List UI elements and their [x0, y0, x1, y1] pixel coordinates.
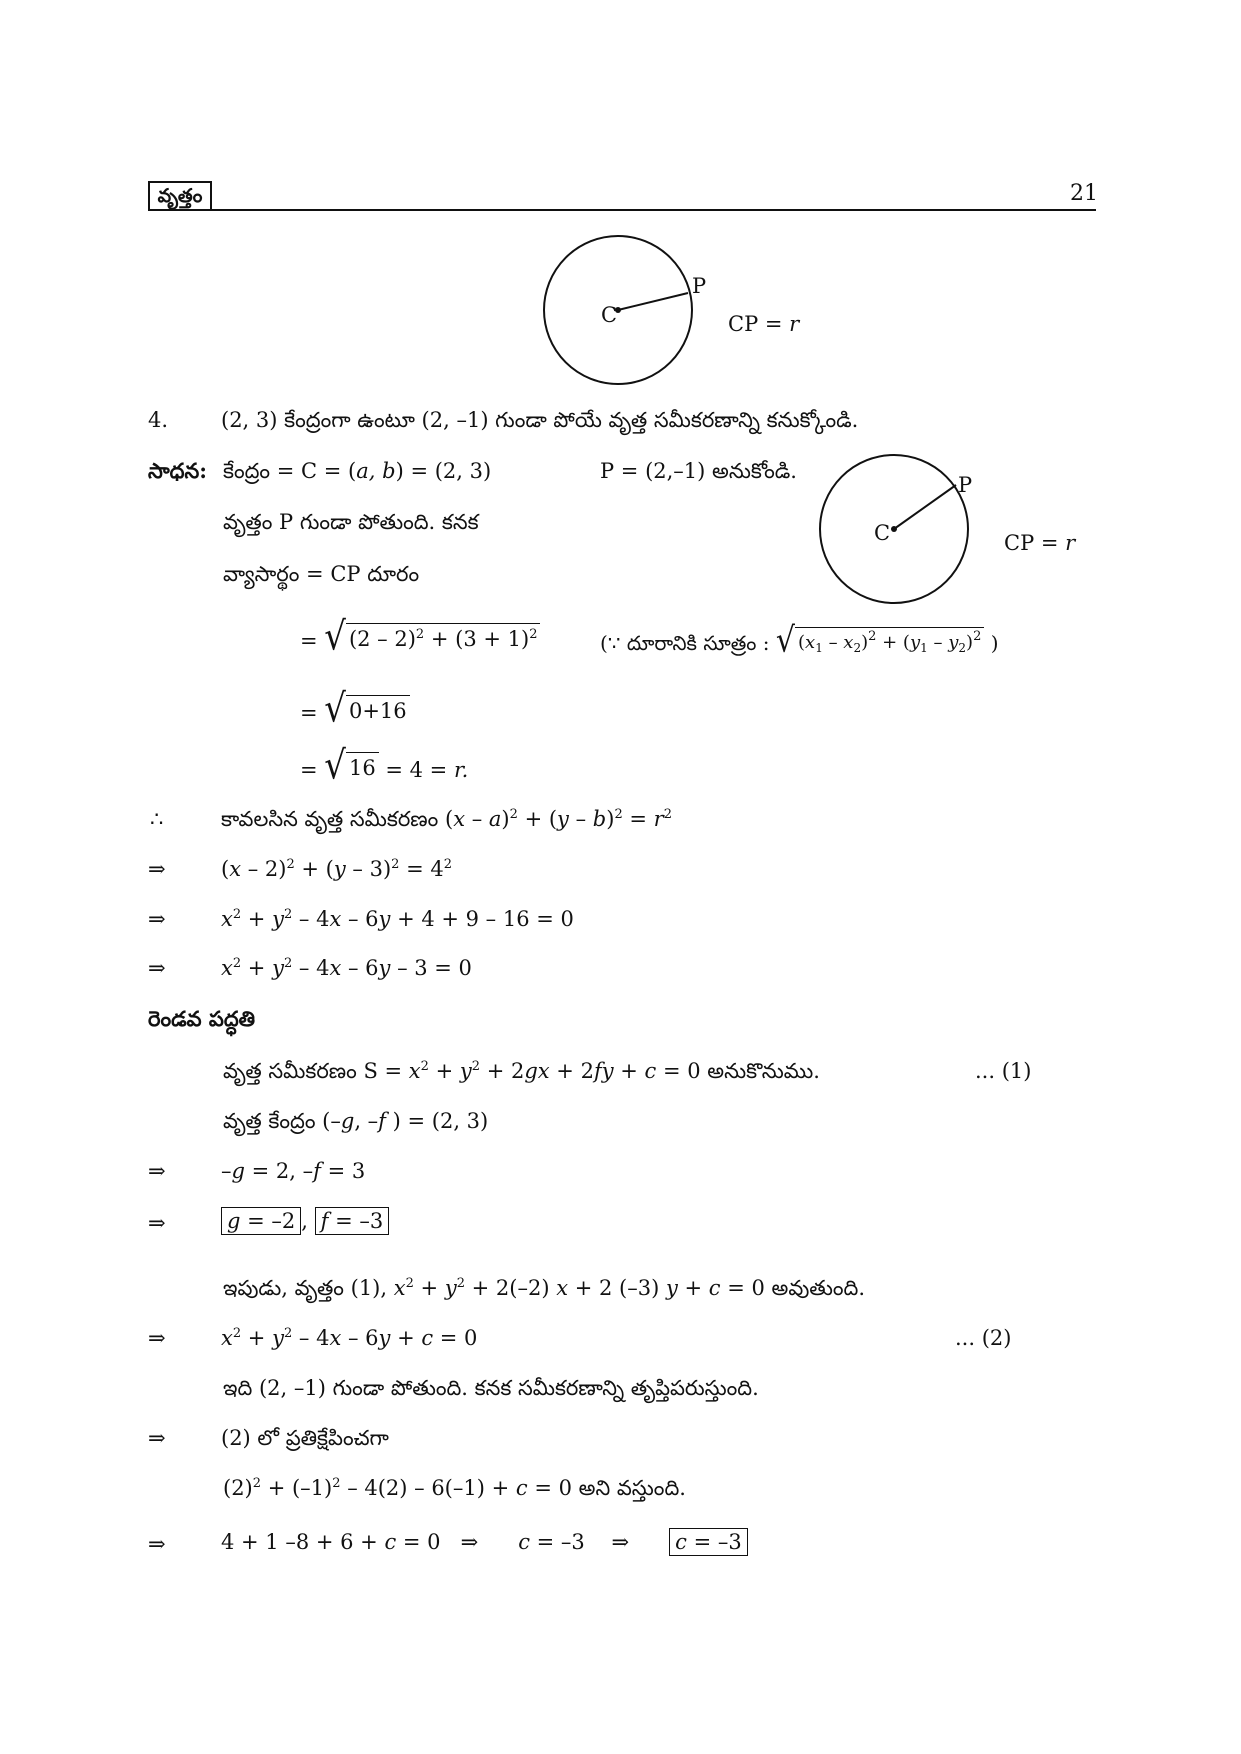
page-number: 21 — [1070, 181, 1098, 206]
header-rule — [148, 209, 1096, 211]
chapter-title-box — [148, 181, 212, 209]
method2-now: ఇపుడు, వృత్తం (1), $x^2 + y^2 + 2(-2) x + 2$ (–3) y + c = 0 అవుతుంది. — [223, 1276, 866, 1300]
chapter-title: వృత్తం — [157, 185, 203, 207]
equation-line-3: $x^2 + y^2 - 4x - 6y - 3 = 0$ — [221, 956, 472, 980]
equation-line-1: $(x - 2)^2 + (y - 3)^2 = 4^2$ — [221, 857, 453, 881]
problem-number: 4. — [148, 408, 169, 432]
g-f-values: –g = 2, –f = 3 — [221, 1159, 366, 1183]
method2-title: రెండవ పద్ధతి — [148, 1006, 256, 1031]
fig1-point-label: P — [692, 274, 707, 298]
p-assume: P = (2,–1) అనుకోండి. — [600, 459, 797, 483]
radius-step-1: = √ $(2 - 2)^2 + (3 + 1)^2$ — [300, 622, 540, 654]
method2-passes: ఇది (2, –1) గుండా పోతుంది. కనక సమీకరణాన్ని తృప్తిపరుస్తుంది. — [223, 1376, 759, 1400]
implies-8: ⇒ — [148, 1532, 166, 1556]
g-f-boxed: g = –2 , f = –3 — [221, 1207, 389, 1235]
radius-line — [618, 293, 688, 310]
radius-step-3: = √ 16 = 4 = r. — [300, 743, 469, 789]
distance-formula: (∵ దూరానికి సూత్రం : √ $(x_1 - x_2)^2 + (y_1 - y_2)^2$ ) — [600, 620, 999, 661]
passes-through-p: వృత్తం P గుండా పోతుంది. కనక — [223, 510, 479, 534]
final-c-value: 4 + 1 –8 + 6 + c = 0 ⇒ c = –3 ⇒ c = –3 — [221, 1528, 748, 1556]
fig1-caption: CP = r — [728, 312, 800, 336]
implies-1: ⇒ — [148, 857, 166, 881]
implies-2: ⇒ — [148, 907, 166, 931]
implies-3: ⇒ — [148, 956, 166, 980]
solution-label: సాధన: — [148, 458, 207, 483]
ref-2: ... (2) — [955, 1326, 1012, 1350]
therefore-symbol: ∴ — [150, 807, 164, 831]
center-line: కేంద్రం = C = (a, b) = (2, 3) — [223, 459, 492, 483]
radius-step-2: = √ 0+16 — [300, 694, 410, 726]
method2-center: వృత్త కేంద్రం (–g, –f ) = (2, 3) — [223, 1109, 489, 1133]
fig1-center-label: C — [601, 303, 618, 327]
equation-line-2: $x^2 + y^2 - 4x - 6y + 4 + 9 - 16 = 0$ — [221, 907, 574, 931]
fig2-caption: CP = r — [1004, 531, 1076, 555]
fig2-center-label: C — [874, 521, 891, 545]
implies-6: ⇒ — [148, 1326, 166, 1350]
ref-1: ... (1) — [975, 1059, 1032, 1083]
equation-2: $x^2 + y^2 - 4x - 6y + c = 0$ — [221, 1326, 478, 1350]
method2-assume: వృత్త సమీకరణం $S = x^2 + y^2 + 2gx + 2fy + c = 0$ అనుకొనుము. — [223, 1059, 820, 1083]
radius-distance: వ్యాసార్థం = CP దూరం — [223, 562, 420, 586]
fig2-point-label: P — [958, 473, 973, 497]
circle-figure-solution — [810, 445, 990, 615]
required-equation: కావలసిన వృత్త సమీకరణం $(x - a)^2 + (y - b)^2 = r^2$ — [221, 807, 672, 831]
method2-substitute: (2) లో ప్రతిక్షేపించగా — [221, 1426, 389, 1450]
center-dot — [891, 526, 897, 532]
implies-5: ⇒ — [148, 1211, 166, 1235]
substitution-result: $(2)^2 + (-1)^2 - 4(2) - 6(-1) + c = 0$ అని వస్తుంది. — [223, 1476, 686, 1500]
implies-4: ⇒ — [148, 1159, 166, 1183]
radius-line — [894, 485, 956, 529]
implies-7: ⇒ — [148, 1426, 166, 1450]
circle-figure-top — [540, 230, 710, 390]
problem-statement: (2, 3) కేంద్రంగా ఉంటూ (2, –1) గుండా పోయే వృత్త సమీకరణాన్ని కనుక్కోండి. — [221, 408, 859, 432]
